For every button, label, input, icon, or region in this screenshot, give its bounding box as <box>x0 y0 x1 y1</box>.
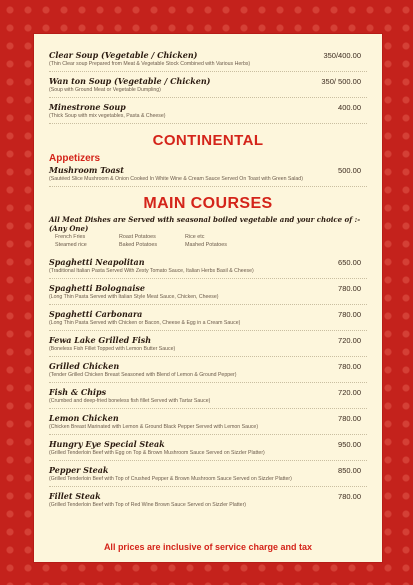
soup-list <box>49 46 367 124</box>
item-description: (Traditional Italian Pasta Served With Zesty Tomato Sauce, Italian Herbs Basil & Cheese) <box>49 268 254 274</box>
side-option: Baked Potatoes <box>119 242 158 248</box>
menu-item <box>49 164 367 187</box>
item-description: (Tender Grilled Chicken Breast Seasoned with Blend of Lemon & Ground Pepper) <box>49 372 237 378</box>
menu-item <box>49 253 367 279</box>
item-description: (Thick Soup with mix vegetables, Pasta & Cheese) <box>49 113 166 119</box>
item-name: Mushroom Toast <box>49 165 124 175</box>
item-name: Spaghetti Carbonara <box>49 309 143 319</box>
item-price: 720.00 <box>338 388 361 397</box>
menu-item <box>49 98 367 124</box>
item-name: Fewa Lake Grilled Fish <box>49 335 152 345</box>
main-courses-intro: All Meat Dishes are Served with seasonal boiled vegetable and your choice of :- (Any One) <box>49 215 361 233</box>
side-option: Rice etc <box>185 234 205 240</box>
item-name: Spaghetti Bolognaise <box>49 283 145 293</box>
item-name: Fillet Steak <box>49 491 101 501</box>
side-option: Roast Potatoes <box>119 234 156 240</box>
menu-item <box>49 487 367 512</box>
item-name: Lemon Chicken <box>49 413 119 423</box>
item-description: (Boneless Fish Fillet Topped with Lemon Butter Sauce) <box>49 346 176 352</box>
item-description: (Thin Clear soup Prepared from Meat & Vegetable Stock Combined with Various Herbs) <box>49 61 251 67</box>
main-course-list <box>49 253 367 512</box>
side-option: Steamed rice <box>55 242 87 248</box>
menu-item <box>49 409 367 435</box>
item-price: 780.00 <box>338 362 361 371</box>
item-description: (Soup with Ground Meat or Vegetable Dumpling) <box>49 87 161 93</box>
item-price: 780.00 <box>338 310 361 319</box>
price-disclaimer: All prices are inclusive of service charge and tax <box>103 542 313 552</box>
item-price: 500.00 <box>338 166 361 175</box>
item-description: (Grilled Tenderloin Beef with Egg on Top & Brown Mushroom Sauce Served on Sizzler Platter) <box>49 450 265 456</box>
item-name: Wan ton Soup (Vegetable / Chicken) <box>49 76 211 86</box>
item-price: 350/400.00 <box>323 51 361 60</box>
item-description: (Long Thin Pasta Served with Chicken or Bacon, Cheese & Egg in a Cream Sauce) <box>49 320 241 326</box>
menu-item <box>49 72 367 98</box>
item-description: (Grilled Tenderloin Beef with Top of Crushed Pepper & Brown Mushroom Sauce Served on Sizzler Platter) <box>49 476 292 482</box>
item-price: 650.00 <box>338 258 361 267</box>
item-price: 780.00 <box>338 414 361 423</box>
menu-item <box>49 331 367 357</box>
menu-item <box>49 435 367 461</box>
item-price: 400.00 <box>338 103 361 112</box>
menu-item <box>49 357 367 383</box>
menu-page <box>33 33 383 563</box>
appetizers-heading: Appetizers <box>49 153 101 164</box>
item-name: Spaghetti Neapolitan <box>49 257 145 267</box>
item-name: Clear Soup (Vegetable / Chicken) <box>49 50 198 60</box>
side-option: Mashed Potatoes <box>185 242 227 248</box>
menu-item <box>49 383 367 409</box>
item-price: 720.00 <box>338 336 361 345</box>
item-price: 950.00 <box>338 440 361 449</box>
item-name: Minestrone Soup <box>49 102 126 112</box>
item-price: 780.00 <box>338 284 361 293</box>
menu-item <box>49 305 367 331</box>
item-description: (Grilled Tenderloin Beef with Top of Red Wine Brown Sauce Served on Sizzler Platter) <box>49 502 247 508</box>
menu-item <box>49 461 367 487</box>
item-name: Hungry Eye Special Steak <box>49 439 165 449</box>
item-description: (Crumbed and deep-fried boneless fish fillet Served with Tartar Sauce) <box>49 398 211 404</box>
item-price: 350/ 500.00 <box>321 77 361 86</box>
item-name: Pepper Steak <box>49 465 109 475</box>
item-price: 850.00 <box>338 466 361 475</box>
item-name: Grilled Chicken <box>49 361 120 371</box>
side-options <box>49 233 367 249</box>
item-description: (Chicken Breast Marinated with Lemon & Ground Black Pepper Served with Lemon Sauce) <box>49 424 259 430</box>
section-title-main-courses: MAIN COURSES <box>143 195 273 212</box>
menu-item <box>49 279 367 305</box>
menu-item <box>49 46 367 72</box>
section-title-continental: CONTINENTAL <box>152 132 264 149</box>
item-price: 780.00 <box>338 492 361 501</box>
item-description: (Sautéed Slice Mushroom & Onion Cooked In White Wine & Cream Sauce Served On Toast with Green Salad) <box>49 176 303 182</box>
item-name: Fish & Chips <box>49 387 107 397</box>
item-description: (Long Thin Pasta Served with Italian Style Meat Sauce, Chicken, Cheese) <box>49 294 219 300</box>
side-option: French Fries <box>55 234 86 240</box>
